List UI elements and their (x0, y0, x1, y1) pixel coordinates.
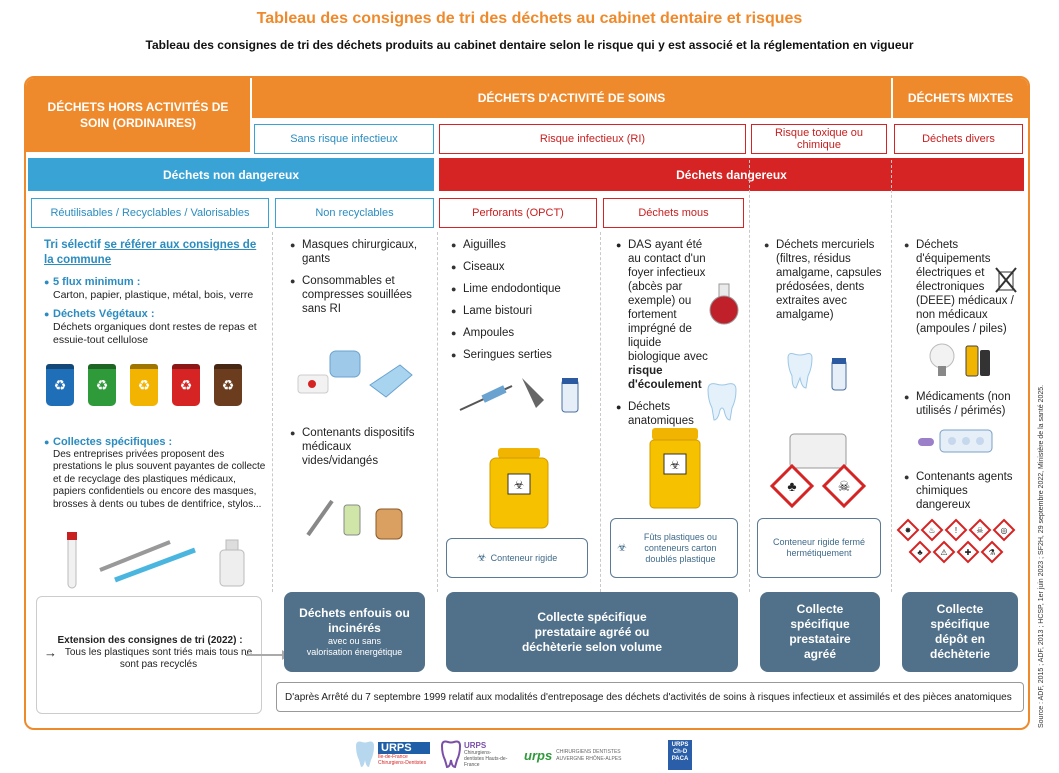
footnote-box (276, 682, 1024, 712)
source-note: Source : ADF, 2015 ; ADF, 2013 ; HCSP, 1er juin 2023 ; SF2H, 29 septembre 2022, Ministère de la santé 2025. (1038, 384, 1045, 728)
svg-text:!: ! (954, 526, 958, 535)
box-risque-toxique: Risque toxique ou chimique (751, 124, 887, 154)
extension-text: Tous les plastiques sont triés mais tous ne sont pas recyclés (64, 647, 253, 670)
bar-dangereux: Déchets dangereux (439, 158, 1024, 191)
logo-urps-ara (524, 748, 646, 763)
vegetaux-title: Déchets Végétaux : (53, 308, 155, 320)
futs-label: Fûts plastiques ou conteneurs carton doublés plastique (643, 531, 717, 564)
biohazard-icon: ☣ (617, 541, 627, 554)
logo-urps-hdf-sub: Chirurgiens-dentistes Hauts-de-France (464, 749, 508, 768)
header-hors-activite (26, 78, 250, 152)
logo-urps-paca-title: URPS Ch-D PACA (668, 740, 692, 770)
masks-gloves-illustration (290, 345, 420, 405)
collecte-enfouis-sub: avec ou sans valorisation énergétique (306, 636, 403, 657)
medical-containers-illustration (300, 495, 410, 545)
svg-text:♣: ♣ (787, 478, 797, 494)
header-mixtes (893, 78, 1028, 118)
list-item: ● Ampoules (451, 326, 596, 340)
collectes-title: Collectes spécifiques : (53, 436, 173, 448)
flux-title: 5 flux minimum : (53, 276, 141, 288)
col4-item1-bold: risque d'écoulement (628, 365, 702, 391)
box-reutilisables: Réutilisables / Recyclables / Valorisables (31, 198, 269, 228)
list-item: ● Contenants agents chimiques dangereux (904, 470, 1022, 512)
yellow-bin-icon: ♻ (130, 364, 158, 406)
box-sans-risque: Sans risque infectieux (254, 124, 434, 154)
collectes-text: Des entreprises privées proposent des prestations le plus souvent payantes de collecte et de recyclage des plastiques médicaux, papiers confidentiels ou encore des masques, brosses à dents ou tubes de dentifrice, stylos... (53, 448, 266, 510)
svg-text:☠: ☠ (976, 526, 984, 535)
logo-urps-hdf (440, 740, 510, 768)
green-bin-icon: ♻ (88, 364, 116, 406)
list-item: ● Consommables et compresses souillées sans RI (290, 274, 430, 316)
flux-text: Carton, papier, plastique, métal, bois, verre (53, 289, 254, 301)
box-risque-infectieux: Risque infectieux (RI) (439, 124, 746, 154)
collecte-decheterie-label: Collecte spécifique dépôt en déchèterie (929, 602, 991, 661)
chemical-pictograms-icon (896, 518, 1022, 566)
header-activite-label: DÉCHETS D'ACTIVITÉ DE SOINS (477, 91, 666, 105)
plastics-illustration (60, 530, 260, 592)
conteneur-ferme-box (757, 518, 881, 578)
sharps-illustration (452, 372, 592, 418)
svg-text:✸: ✸ (904, 526, 912, 535)
collecte-prestataire-label: Collecte spécifique prestataire agréé (789, 602, 851, 661)
column-divider (891, 160, 892, 592)
svg-text:♨: ♨ (928, 526, 936, 535)
amalgam-illustration (782, 350, 862, 400)
collecte-prestataire-volume (446, 592, 738, 672)
col1-content: Tri sélectif se référer aux consignes de la commune ● 5 flux minimum : Carton, papier, plastique, métal, bois, verre ● Déchets Végétaux : Déchets organiques dont restes de repas et essuie-tout cellulose (44, 238, 266, 347)
box-perforants: Perforants (OPCT) (439, 198, 597, 228)
tooth-logo-icon (440, 740, 462, 768)
svg-text:♣: ♣ (917, 548, 923, 557)
col5-list (764, 238, 884, 330)
list-item: ● Déchets mercuriels (filtres, résidus amalgame, capsules prédosées, dents extraites avec amalgame) (764, 238, 884, 322)
bucket-hazard-illustration (768, 430, 872, 512)
column-divider (272, 232, 273, 592)
arrow-right-icon: → (44, 645, 57, 660)
box-mous: Déchets mous (603, 198, 744, 228)
weee-illustration (926, 336, 996, 386)
col6-list-2 (904, 390, 1022, 426)
col2-list (290, 238, 430, 324)
logo-urps-idf-sub: Île-de-France Chirurgiens-Dentistes (378, 754, 427, 766)
svg-text:⚗: ⚗ (988, 548, 996, 557)
svg-text:⚠: ⚠ (940, 548, 948, 557)
header-hors-activite-label: DÉCHETS HORS ACTIVITÉS DE SOIN (ORDINAIRES) (47, 100, 229, 130)
svg-text:☣: ☣ (513, 478, 525, 492)
box-non-recyclables: Non recyclables (275, 198, 434, 228)
tooth-icon (704, 382, 740, 422)
page-title: Tableau des consignes de tri des déchets au cabinet dentaire et risques (256, 10, 803, 27)
col6-list-3 (904, 470, 1022, 520)
collecte-prestataire-volume-label: Collecte spécifique prestataire agréé ou déchèterie selon volume (521, 609, 663, 654)
logo-urps-ara-sub: CHIRURGIENS DENTISTES AUVERGNE RHÔNE-ALPES (556, 748, 622, 762)
list-item: ● Contenants dispositifs médicaux vides/vidangés (290, 426, 430, 468)
medication-illustration (916, 424, 996, 458)
conteneur-ferme-label: Conteneur rigide fermé hermétiquement (772, 537, 866, 558)
logo-urps-ara-title: urps (524, 748, 553, 763)
header-activite (252, 78, 891, 118)
bins-row (46, 364, 256, 414)
red-bin-icon: ♻ (172, 364, 200, 406)
list-item: ● Médicaments (non utilisés / périmés) (904, 390, 1022, 418)
logo-urps-idf-title: URPS (378, 742, 430, 754)
collecte-enfouis (284, 592, 425, 672)
brown-bin-icon: ♻ (214, 364, 242, 406)
yellow-fut-container-icon (648, 428, 702, 510)
extension-content (44, 635, 256, 671)
flask-icon (706, 282, 742, 326)
svg-text:◎: ◎ (1000, 526, 1008, 535)
col4-item1: DAS ayant été au contact d'un foyer infectieux (abcès par exemple) ou fortement imprégné de liquide biologique avec (628, 239, 708, 363)
list-item: ● Masques chirurgicaux, gants (290, 238, 430, 266)
header-mixtes-label: DÉCHETS MIXTES (907, 91, 1014, 105)
col3-list (451, 238, 596, 370)
svg-text:☣: ☣ (669, 458, 681, 472)
list-item: ● Lame bistouri (451, 304, 596, 318)
col4-item2: Déchets anatomiques (628, 401, 694, 427)
list-item: ● Seringues serties (451, 348, 596, 362)
footnote-text: D'après Arrêté du 7 septembre 1999 relatif aux modalités d'entreposage des déchets d'activités de soins à risques infectieux et assimilés et des pièces anatomiques (285, 691, 1012, 703)
logo-urps-paca (668, 740, 692, 770)
logo-urps-hdf-title: URPS (464, 740, 487, 750)
futs-box (610, 518, 738, 578)
collecte-prestataire (760, 592, 880, 672)
svg-text:☠: ☠ (837, 478, 851, 494)
container-rigide-label: Conteneur rigide (490, 552, 558, 563)
biohazard-icon: ☣ (476, 551, 487, 564)
list-item: ● Déchets d'équipements électriques et électroniques (DEEE) médicaux / non médicaux (ampoules / piles) (904, 238, 1022, 336)
bar-non-dangereux: Déchets non dangereux (28, 158, 434, 191)
list-item: ● Ciseaux (451, 260, 596, 274)
col4-content: ● DAS ayant été au contact d'un foyer infectieux (abcès par exemple) ou fortement imprégné de liquide biologique avec risque d'écoulement ● Déchets anatomiques (616, 239, 708, 427)
box-divers: Déchets divers (894, 124, 1023, 154)
yellow-sharps-container-icon (488, 448, 550, 530)
column-divider (600, 232, 601, 592)
tri-link[interactable]: se référer aux consignes de la commune (44, 239, 257, 266)
list-item: ● Lime endodontique (451, 282, 596, 296)
blue-bin-icon: ♻ (46, 364, 74, 406)
logo-urps-idf (354, 740, 430, 768)
page-subtitle: Tableau des consignes de tri des déchets produits au cabinet dentaire selon le risque qui y est associé et la réglementation en vigueur (145, 38, 914, 52)
collecte-enfouis-title: Déchets enfouis ou incinérés (299, 606, 410, 635)
column-divider (437, 232, 438, 592)
col2-list-2 (290, 426, 430, 476)
vegetaux-text: Déchets organiques dont restes de repas et essuie-tout cellulose (53, 321, 257, 346)
extension-title: Extension des consignes de tri (2022) : (57, 635, 243, 646)
tooth-logo-icon (354, 740, 376, 768)
col1-collectes: ● Collectes spécifiques : Des entreprises privées proposent des prestations le plus souvent payantes de collecte et de recyclage des plastiques médicaux, papiers confidentiels ou encore des masques, brosses à dents ou tubes de dentifrice, stylos... (44, 436, 266, 510)
container-rigide-box (446, 538, 588, 578)
column-divider (749, 160, 750, 592)
list-item: ● Aiguilles (451, 238, 596, 252)
tri-label: Tri sélectif (44, 239, 101, 251)
svg-text:✚: ✚ (964, 548, 972, 557)
collecte-decheterie (902, 592, 1018, 672)
crossed-bin-icon (994, 266, 1018, 294)
